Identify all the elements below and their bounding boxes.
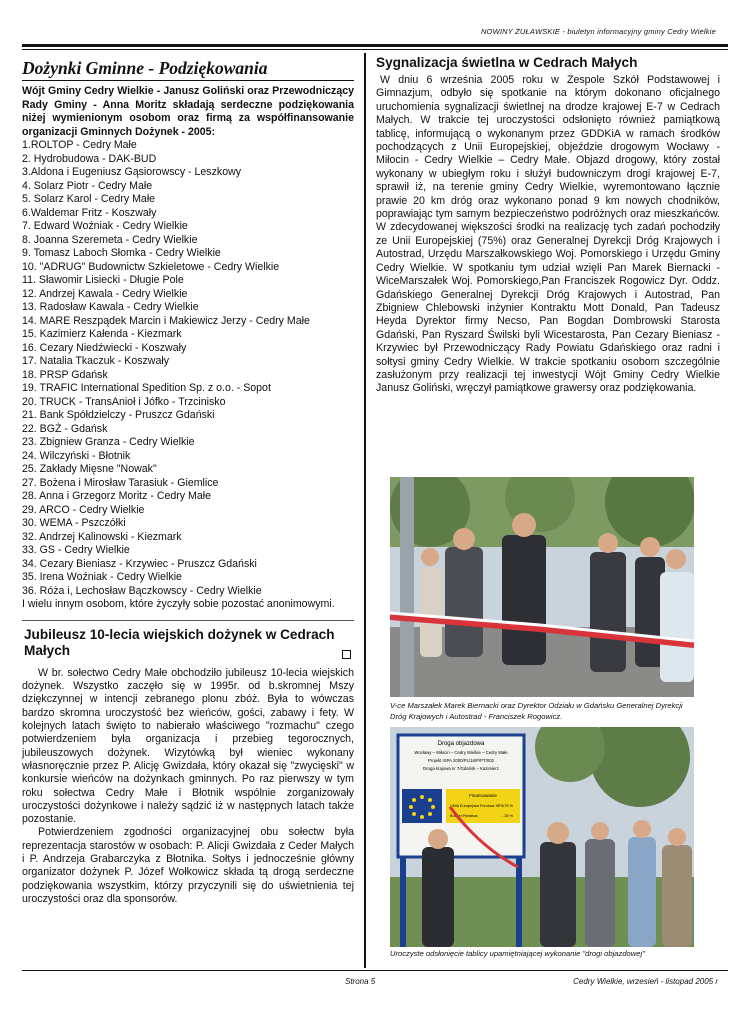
sign-project: Projekt ISPA 2000/PL/16/P/PT/002: [427, 758, 495, 763]
thanks-list-item: 34. Cezary Bieniasz - Krzywiec - Pruszcz Gdański: [22, 557, 257, 570]
thanks-list-item: 32. Andrzej Kalinowski - Kiezmark: [22, 530, 182, 543]
thanks-list-item: 15. Kazimierz Kałenda - Kiezmark: [22, 328, 182, 341]
thanks-list-item: 25. Zakłady Mięsne "Nowak": [22, 463, 157, 476]
thanks-list-item: 33. GS - Cedry Wielkie: [22, 544, 130, 557]
sign-unveiling-illustration: [390, 727, 694, 947]
thanks-list-item: 16. Cezary Niedźwiecki - Koszwały: [22, 341, 187, 354]
sign-financing: Finansowanie: [469, 793, 497, 798]
thanks-list-item: 5. Solarz Karol - Cedry Małe: [22, 193, 156, 206]
jubileusz-paragraph: Potwierdzeniem zgodności organizacyjnej obu sołectw była reprezentacja starostów w osobach: P. Alicji Gwizdała z Ceder Małych i P. Andrzeja Grabarczyka z Błotnika. Sołtys i jednocześnie główny organizator dożynek P. Józef Wołkowicz składa tą drogą serdeczne podziękowania wszystkim, którzy przyczynili się do uświetnienia tej uroczystości oraz dla sponsorów.: [22, 826, 354, 905]
sign-unveiling-photo: [390, 727, 694, 947]
thanks-list-item: 10. "ADRUG" Budownictw Szkieletowe - Cedry Wielkie: [22, 260, 280, 273]
sign-eu-fund: UNIA Europejska Fundusz ISPA: [450, 804, 504, 808]
page-number: Strona 5: [345, 977, 376, 986]
jubileusz-paragraph: W br. sołectwo Cedry Małe obchodziło jubileusz 10-lecia wiejskich dożynek. Wszystko zaczęło się w 1995r. od b.skromnej Mszy dziękczynnej w intencji zebranego plonu zbóż. Była to wówczas bardzo skromna uroczystość bez wieńców, gości, zabawy i fety. W kolejnych latach święto to nabierało właściwego "rozmachu" czego potwierdzeniem była organizacja i przebieg tegorocznych, jubileuszowych dożynek. Wizytówką był wieniec wykonany własnoręcznie przez P. Alicję Gwizdała, który okazał się "zwycięski" w konkursie wieńców na dożynkach gminnych. Po raz pierwszy w tym roku sołectwa Cedry Małe i Błotnik wspólnie zorganizowały uroczystości dożynkowe i należy sądzić iż w następnych latach także pozostanie.: [22, 666, 354, 826]
thanks-list-item: 24. Wilczyński - Błotnik: [22, 449, 131, 462]
sign-eu-pct: - 75 %: [502, 804, 513, 808]
sign-state-pct: - 25 %: [502, 814, 513, 818]
thanks-list-item: 7. Edward Woźniak - Cedry Wielkie: [22, 220, 188, 233]
thanks-list-item: 3.Aldona i Eugeniusz Gąsiorowscy - Leszkowy: [22, 166, 242, 179]
sygnalizacja-body: W dniu 6 września 2005 roku w Zespole Szkół Podstawowej i Gimnazjum, odbyło się spotkanie na którym dokonano oficjalnego uruchomienia sygnalizacji świetlnej na drodze krajowej E-7 w Cedrach Małych. W trakcie tej uroczystości odsłonięto również pamiątkową tablicę, informującą o wykonanym przez GDDKiA w ramach środków pochodzących z Unii Europejskiej, objeździe drogowym Wocławy - Miłocin - Cedry Wielkie – Cedry Małe. Objazd drogowy, który został wykonany w ubiegłym roku i służył budowniczym drogi krajowej E-7, sprawił iż, na terenie gminy Cedry Wielkie, wyremontowano łącznie prawie 20 km dróg oraz wykonano ponad 9 km nowych chodników, poprawiając tym samym bezpieczeństwo podróżnych oraz mieszkańców. W zdecydowanej większości środki na realizację tych zadań pochodziły ze Unii Europejskiej (75%) oraz Generalnej Dyrekcji Dróg Krajowych i Autostrad, Urzędu Marszałkowskiego Woj. Pomorskiego i Urzędu Gminy Cedry Wielkie. W spotkaniu tym udział wzięli Pan Marek Biernacki - WiceMarszałek Woj. Pomorskiego,Pan Franciszek Rogowicz Dyr. Oddz. Gdańskiego Generalnej Dyrekcji Dróg Krajowych i Autostrad, Pan Zbigniew Chlebowski inżynier Kontraktu Mott Donald, Pan Tadeusz Heyda Dyrektor firmy Necso, Pan Bogdan Dombrowski Starosta Gdański, Pan Ryszard Świlski byli Wicestarosta, Pan Cezary Bieniasz - Krzywiec był Przewodniczący Rady Powiatu Gdańskiego oraz radni i sołtysi gminy Cedry Wielkie. W trakcie spotkaniu osobom szczególnie zasłużonym przy realizacji tej inwestycji Wójt Gminy Cedry Wielkie Janusz Goliński, wręczył pamiątkowe grawersy oraz podziękowania.: [376, 74, 720, 395]
ribbon-cutting-photo: [390, 477, 694, 697]
thanks-list-item: 4. Solarz Piotr - Cedry Małe: [22, 179, 153, 192]
photo-caption-sign: Uroczyste odsłonięcie tablicy upamiętniającej wykonanie "drogi objazdowej": [390, 949, 645, 958]
jubileusz-title: Jubileusz 10-lecia wiejskich dożynek w Cedrach Małych: [24, 626, 335, 658]
thanks-list-item: 20. TRUCK - TransAnioł i Jófko - Trzcinisko: [22, 395, 226, 408]
thanks-list-item: 6.Waldemar Fritz - Koszwały: [22, 206, 157, 219]
thanks-list-item: 17. Natalia Tkaczuk - Koszwały: [22, 355, 169, 368]
header-rule: [22, 44, 728, 47]
thanks-list: [22, 139, 354, 598]
page-header: NOWINY ŻUŁAWSKIE - biuletyn informacyjny gminy Cedry Wielkie: [480, 27, 716, 36]
thanks-list-item: 14. MARE Reszpądek Marcin i Makiewicz Jerzy - Cedry Małe: [22, 314, 310, 327]
ribbon-cutting-illustration: [390, 477, 694, 697]
dozynki-intro: Wójt Gminy Cedry Wielkie - Janusz Goliński oraz Przewodniczący Rady Gminy - Anna Moritz składają serdeczne podziękowania niżej wymienionym osobom oraz firmą za współfinansowanie organizacji Gminnych Dożynek - 2005:: [22, 85, 354, 138]
photo-caption-ribbon: V-ce Marszałek Marek Biernacki oraz Dyrektor Odziału w Gdańsku Generalnej Dyrekcji Dróg Krajowych i Autostrad - Franciszek Rogowicz.: [390, 701, 683, 721]
header-rule-thin: [22, 49, 728, 50]
sign-title: Droga objazdowa: [437, 741, 485, 747]
footer-rule: [22, 970, 728, 971]
sign-state: Budżet Państwa: [450, 814, 478, 818]
dozynki-title: Dożynki Gminne - Podziękowania: [22, 58, 268, 78]
thanks-list-item: 2. Hydrobudowa - DAK-BUD: [22, 152, 157, 165]
column-separator: [364, 53, 366, 968]
thanks-list-item: 35. Irena Woźniak - Cedry Wielkie: [22, 571, 182, 584]
dozynki-outro: I wielu innym osobom, które życzyły sobie pozostać anonimowymi.: [22, 598, 335, 611]
thanks-list-item: 19. TRAFIC International Spedition Sp. z o.o. - Sopot: [22, 382, 271, 395]
jubileusz-body: [22, 667, 354, 906]
thanks-list-item: 22. BGŻ - Gdańsk: [22, 422, 108, 435]
left-column: [22, 58, 354, 906]
thanks-list-item: 8. Joanna Szeremeta - Cedry Wielkie: [22, 233, 198, 246]
thanks-list-item: 9. Tomasz Laboch Słomka - Cedry Wielkie: [22, 247, 221, 260]
thanks-list-item: 11. Sławomir Lisiecki - Długie Pole: [22, 274, 184, 287]
title-underline: [22, 80, 354, 81]
thanks-list-item: 21. Bank Spółdzielczy - Pruszcz Gdański: [22, 409, 215, 422]
sign-road: Droga krajowa nr 7/Gdańsk – Kazimierz: [423, 766, 499, 771]
thanks-list-item: 30. WEMA - Pszczółki: [22, 517, 126, 530]
thanks-list-item: 28. Anna i Grzegorz Moritz - Cedry Małe: [22, 490, 211, 503]
issue-date: Cedry Wielkie, wrzesień - listopad 2005 r: [573, 977, 718, 986]
sign-route: Wocławy – Miłocin – Cedry Wielkie – Cedry Małe: [414, 750, 508, 755]
thanks-list-item: 29. ARCO - Cedry Wielkie: [22, 503, 145, 516]
right-column: [376, 55, 720, 396]
section-end-box-icon: [342, 650, 351, 659]
thanks-list-item: 1.ROLTOP - Cedry Małe: [22, 139, 137, 152]
thanks-list-item: 23. Zbigniew Granza - Cedry Wielkie: [22, 436, 195, 449]
section-divider: [22, 620, 354, 621]
thanks-list-item: 18. PRSP Gdańsk: [22, 368, 108, 381]
sygnalizacja-title: Sygnalizacja świetlna w Cedrach Małych: [376, 55, 638, 70]
thanks-list-item: 27. Bożena i Mirosław Tarasiuk - Giemlice: [22, 476, 219, 489]
thanks-list-item: 13. Radosław Kawala - Cedry Wielkie: [22, 301, 199, 314]
thanks-list-item: 12. Andrzej Kawala - Cedry Wielkie: [22, 287, 188, 300]
thanks-list-item: 36. Róża i, Lechosław Bączkowscy - Cedry Wielkie: [22, 584, 262, 597]
